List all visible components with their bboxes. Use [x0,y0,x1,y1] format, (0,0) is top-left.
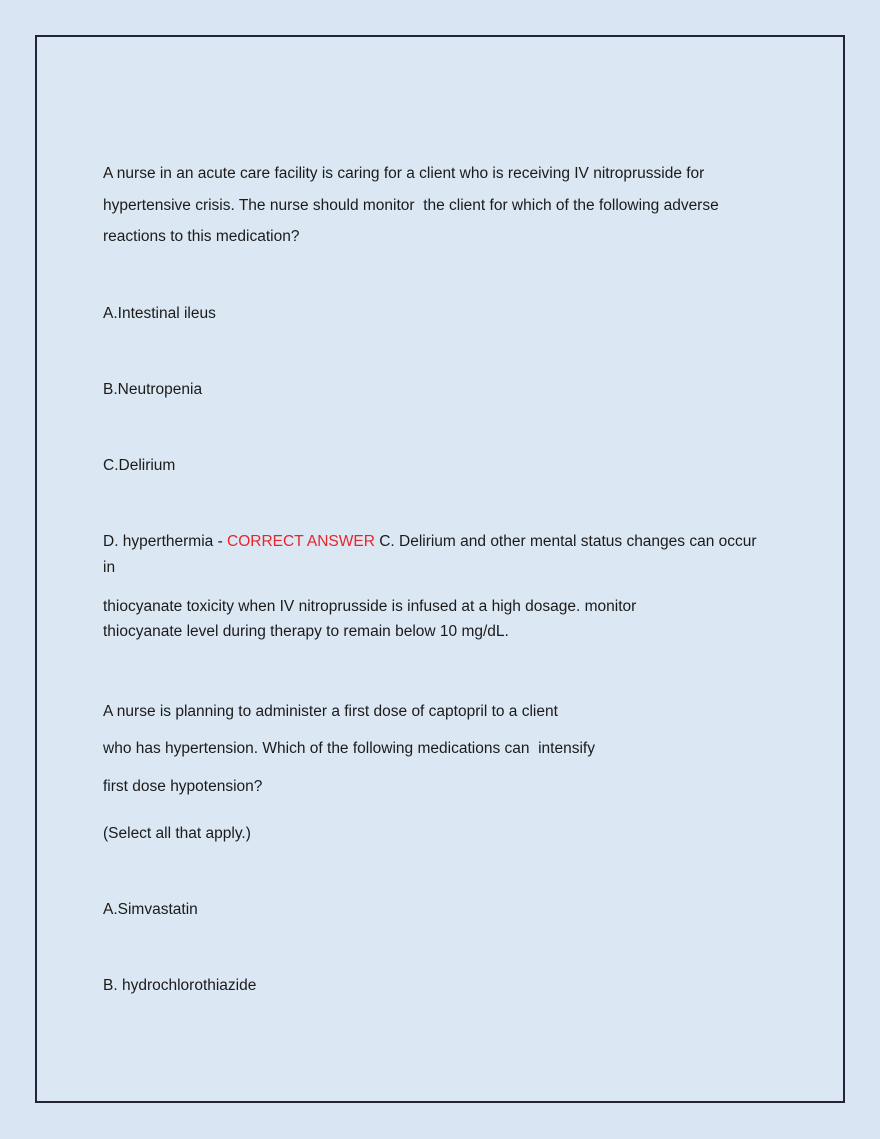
question-2-option-a: A.Simvastatin [103,901,198,918]
document-content [37,37,843,1001]
question-1-prompt: A nurse in an acute care facility is caring for a client who is receiving IV nitroprusside for hypertensive crisis. The nurse should monitor the client for which of the following adverse reactions to this medication? [103,165,724,245]
document-sheet [35,35,845,1103]
question-2-prompt [103,693,765,806]
question-1-option-b: B.Neutropenia [103,380,203,398]
question-2-select-all-note: (Select all that apply.) [103,825,251,842]
question-2-prompt-line-3: first dose hypotension? [103,777,263,795]
question-2-option-b: B. hydrochlorothiazide [103,977,257,994]
question-2-prompt-line-2: who has hypertension. Which of the following medications can intensify [103,740,595,757]
correct-answer-marker: CORRECT ANSWER [227,532,375,550]
question-2-prompt-line-1: A nurse is planning to administer a first dose of captopril to a client [103,702,558,720]
explanation-line-1: thiocyanate toxicity when IV nitroprusside is infused at a high dosage. monitor [103,597,637,615]
question-1-option-c: C.Delirium [103,456,176,474]
question-1-answer-line [103,529,765,581]
explanation-line-2: thiocyanate level during therapy to remain below 10 mg/dL. [103,623,509,640]
question-1-answer-text: C. Delirium and other mental status changes can occur in [103,532,761,576]
question-1-explanation [103,594,765,645]
question-1-option-a: A.Intestinal ileus [103,304,216,322]
question-1-option-d: D. hyperthermia - [103,532,228,550]
